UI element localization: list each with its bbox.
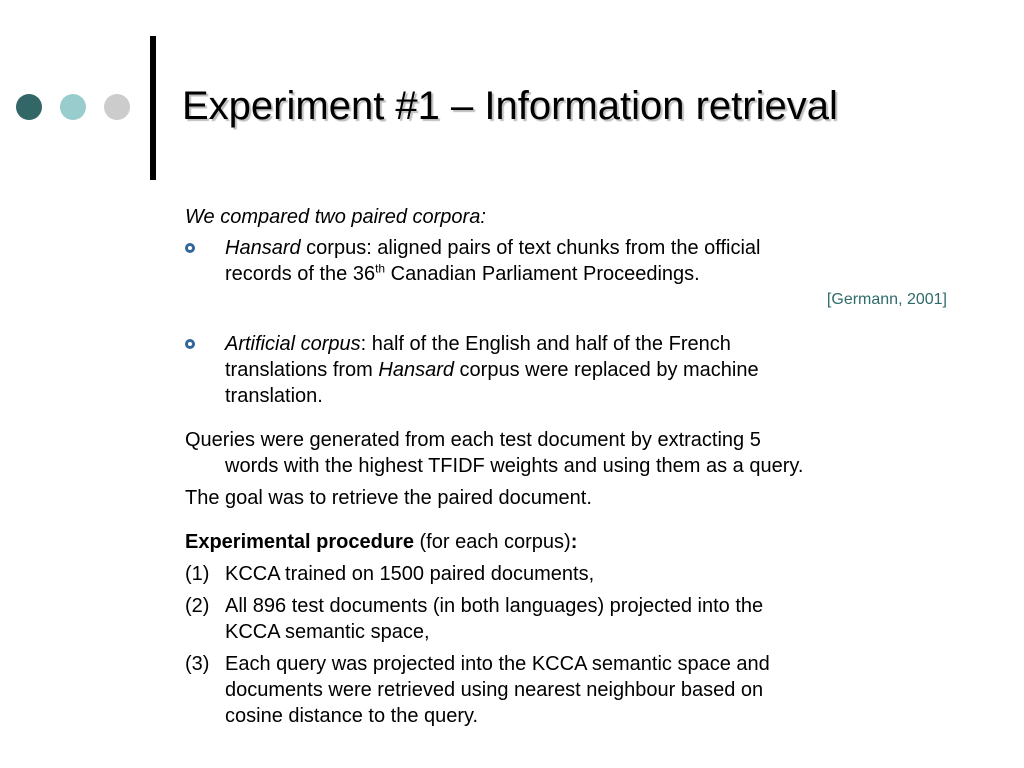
step-line: KCCA trained on 1500 paired documents, <box>225 563 595 585</box>
step-number: (1) <box>185 563 210 585</box>
procedure-heading-bold: Experimental procedure <box>185 531 414 553</box>
artificial-line2-pre: translations from <box>225 359 379 381</box>
step-line: documents were retrieved using nearest neighbour based on <box>225 679 764 701</box>
artificial-line2-term: Hansard <box>378 359 454 381</box>
hansard-line2-pre: records of the 36 <box>225 263 376 285</box>
procedure-heading-rest: (for each corpus) <box>413 531 571 553</box>
step-line: cosine distance to the query. <box>225 705 479 727</box>
step-line: All 896 test documents (in both languages) projected into the <box>225 595 764 617</box>
goal-paragraph: The goal was to retrieve the paired document. <box>185 487 592 509</box>
bullet-hansard-line1 <box>225 235 947 261</box>
hansard-line2-post: Canadian Parliament Proceedings. <box>385 263 700 285</box>
hansard-term: Hansard <box>225 237 301 259</box>
bullet-hansard-line2 <box>225 261 987 287</box>
bullet-artificial <box>185 331 987 409</box>
decor-dot-gray <box>104 94 130 120</box>
step-line: KCCA semantic space, <box>225 621 430 643</box>
queries-line2: words with the highest TFIDF weights and using them as a query. <box>225 455 804 477</box>
intro-line <box>185 204 947 230</box>
artificial-desc: : half of the English and half of the French <box>360 333 731 355</box>
bullet-hansard <box>185 235 987 287</box>
step-line: Each query was projected into the KCCA semantic space and <box>225 653 770 675</box>
procedure-heading-colon: : <box>570 531 578 553</box>
hansard-line2-sup: th <box>375 261 386 276</box>
step-text <box>225 561 925 587</box>
step-number: (3) <box>185 653 210 675</box>
artificial-line2-post: corpus were replaced by machine <box>454 359 759 381</box>
intro-text: We compared two paired corpora: <box>185 206 486 228</box>
decor-dot-dark <box>16 94 42 120</box>
citation: [Germann, 2001] <box>826 291 947 308</box>
step-number: (2) <box>185 595 210 617</box>
procedure-heading <box>185 529 947 555</box>
queries-paragraph <box>185 427 947 479</box>
title-divider <box>150 36 156 180</box>
artificial-term: Artificial corpus <box>225 333 361 355</box>
bullet-artificial-line1 <box>225 331 947 357</box>
bullet-artificial-line2 <box>225 357 947 383</box>
slide-title: Experiment #1 – Information retrieval <box>182 84 838 128</box>
decor-dot-light <box>60 94 86 120</box>
queries-line1: Queries were generated from each test document by extracting 5 <box>185 429 761 451</box>
hansard-desc: corpus: aligned pairs of text chunks from the official <box>300 237 761 259</box>
bullet-artificial-line3: translation. <box>225 385 323 407</box>
step-text <box>225 651 925 729</box>
step-text <box>225 593 925 645</box>
